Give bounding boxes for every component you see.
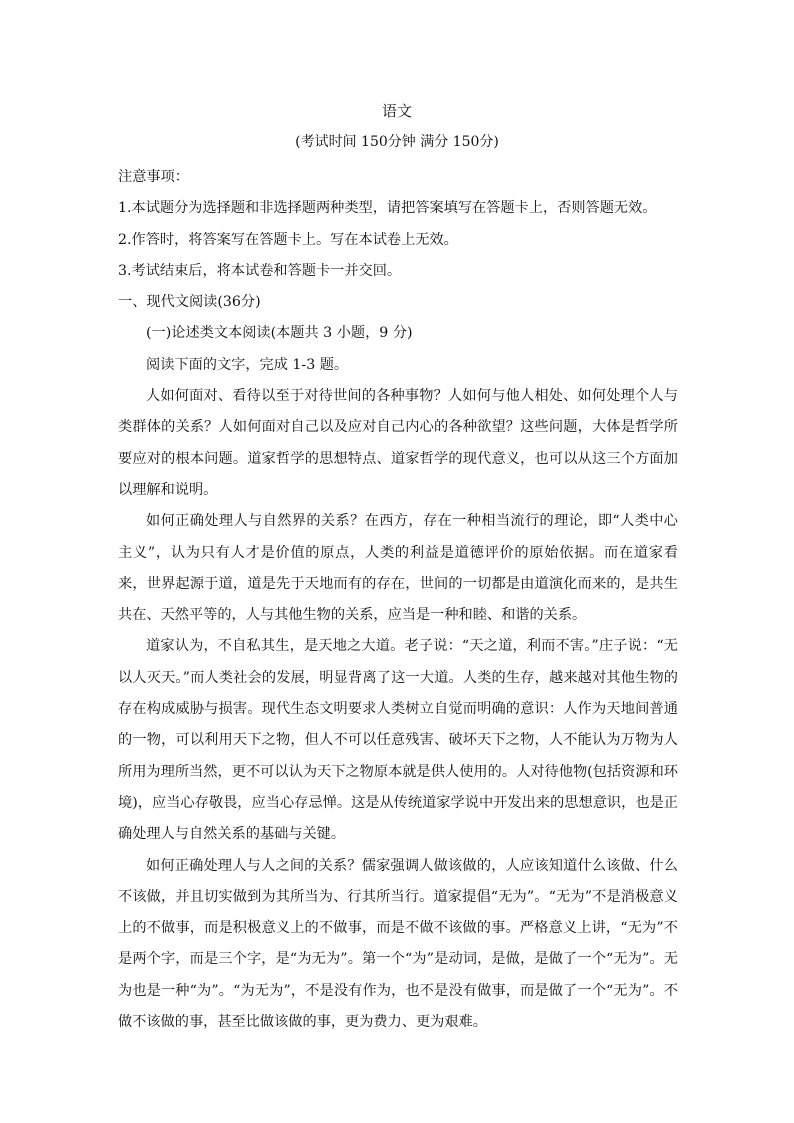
- subsection-heading: (一)论述类文本阅读(本题共 3 小题，9 分): [146, 325, 413, 342]
- exam-content: [118, 162, 678, 1038]
- reading-instruction: 阅读下面的文字，完成 1-3 题。: [146, 356, 349, 373]
- exam-info: (考试时间 150分钟 满分 150分): [295, 134, 499, 150]
- note-item-1: 1.本试题分为选择题和非选择题两种类型，请把答案填写在答题卡上，否则答题无效。: [118, 200, 657, 217]
- passage-paragraph-4: 如何正确处理人与人之间的关系？儒家强调人做该做的，人应该知道什么该做、什么不该做，并且切实做到为其所当为、行其所当行。道家提倡“无为”。“无为”不是消极意义上的不做事，而是积极意义上的不做事，而是不做不该做的事。严格意义上讲，“无为”不是两个字，而是三个字，是“为无为”。第一个“为”是动词，是做，是做了一个“无为”。无为也是一种“为”。“为无为”，不是没有作为，也不是没有做事，而是做了一个“无为”。不做不该做的事，甚至比做该做的事，更为费力、更为艰难。: [118, 857, 678, 1031]
- passage-paragraph-1: 人如何面对、看待以至于对待世间的各种事物？人如何与他人相处、如何处理个人与类群体的关系？人如何面对自己以及应对自己内心的各种欲望？这些问题，大体是哲学所要应对的根本问题。道家哲学的思想特点、道家哲学的现代意义，也可以从这三个方面加以理解和说明。: [118, 388, 678, 498]
- section-heading: 一、现代文阅读(36分): [118, 294, 261, 311]
- page-title: 语文: [381, 102, 412, 120]
- passage-paragraph-3: 道家认为，不自私其生，是天地之大道。老子说：“天之道，利而不害。”庄子说：“无以人灭天。”而人类社会的发展，明显背离了这一大道。人类的生存，越来越对其他生物的存在构成威胁与损害。现代生态文明要求人类树立自觉而明确的意识：人作为天地间普通的一物，可以利用天下之物，但人不可以任意残害、破坏天下之物，人不能认为万物为人所用为理所当然，更不可以认为天下之物原本就是供人使用的。人对待他物(包括资源和环境)，应当心存敬畏，应当心存忌惮。这是从传统道家学说中开发出来的思想意识，也是正确处理人与自然关系的基础与关键。: [118, 638, 678, 843]
- passage-paragraph-2: 如何正确处理人与自然界的关系？在西方，存在一种相当流行的理论，即“人类中心主义”，认为只有人才是价值的原点，人类的利益是道德评价的原始依据。而在道家看来，世界起源于道，道是先于天地而有的存在，世间的一切都是由道演化而来的，是共生共在、天然平等的，人与其他生物的关系，应当是一种和睦、和谐的关系。: [118, 513, 678, 624]
- note-item-3: 3.考试结束后，将本试卷和答题卡一并交回。: [118, 262, 402, 279]
- note-item-2: 2.作答时，将答案写在答题卡上。写在本试卷上无效。: [118, 231, 458, 248]
- notes-heading: 注意事项：: [118, 169, 189, 185]
